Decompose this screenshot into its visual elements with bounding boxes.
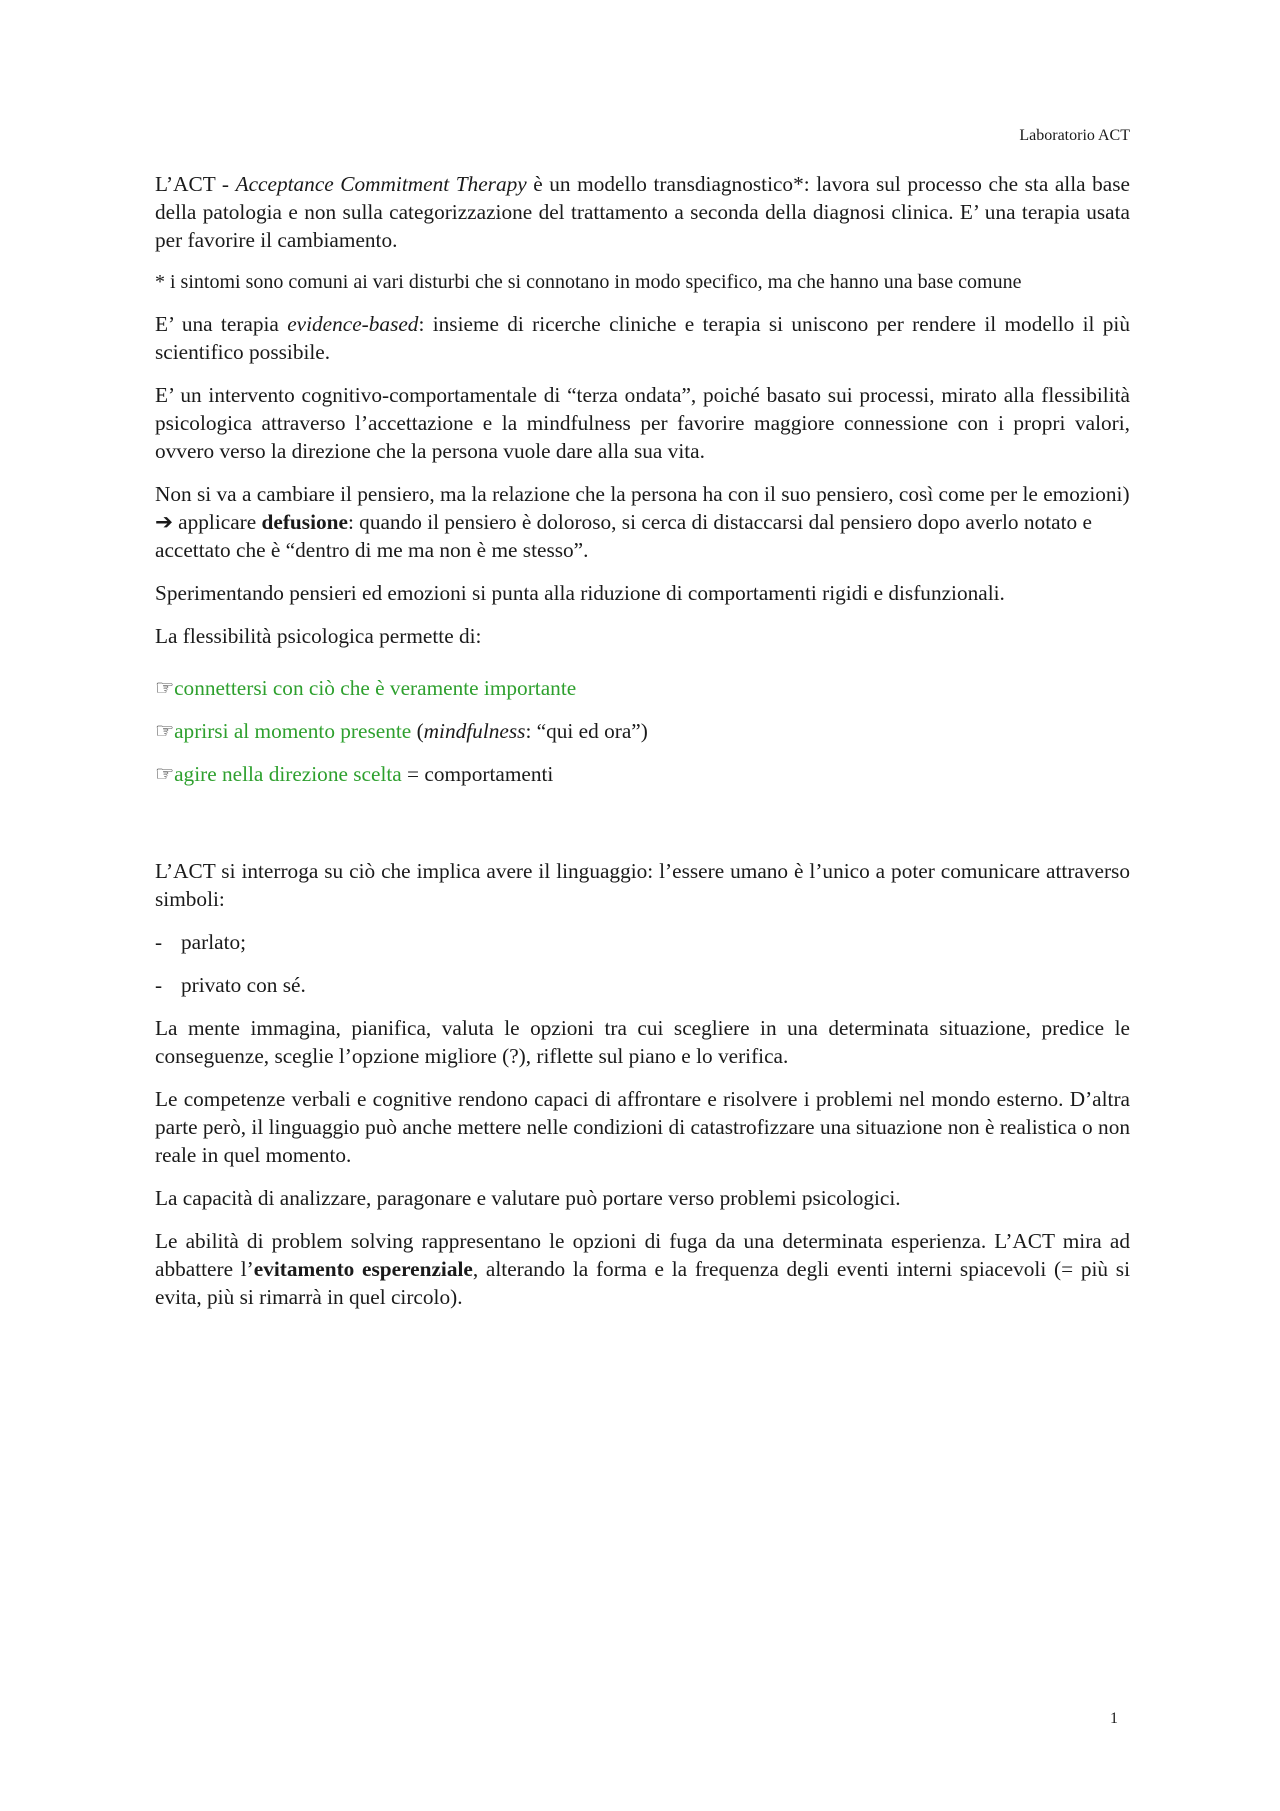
italic-term: evidence-based (287, 312, 419, 336)
paragraph-defusion (155, 480, 1130, 564)
page-header: Laboratorio ACT (1019, 127, 1130, 144)
paragraph-competences: Le competenze verbali e cognitive rendono capaci di affrontare e risolvere i problemi nel mondo esterno. D’altra parte però, il linguaggio può anche mettere nelle condizioni di catastrofizzare una situazione non è realistica o non reale in quel momento. (155, 1087, 1130, 1167)
list-item (155, 760, 1130, 788)
text-run: : “qui ed ora”) (525, 719, 648, 743)
dash-marker: - (155, 973, 163, 997)
spacer (155, 803, 1130, 857)
paragraph-experimenting: Sperimentando pensieri ed emozioni si punta alla riduzione di comportamenti rigidi e disfunzionali. (155, 581, 1005, 605)
pointing-hand-icon: ☞ (155, 676, 175, 700)
paragraph-flexibility: La flessibilità psicologica permette di: (155, 624, 482, 648)
text-run: Non si va a cambiare il pensiero, ma la relazione che la persona ha con il suo pensiero, così come per le emozioni) (155, 482, 1130, 506)
green-text: aprirsi al momento presente (174, 719, 412, 743)
text-run: Le abilità di problem solving rappresentano le opzioni di fuga da una determinata esperienza. L’ACT mira ad abbattere l’ (155, 1229, 1130, 1281)
text-run: applicare (172, 510, 262, 534)
bold-term: defusione (261, 510, 348, 534)
arrow-right-icon: ➔ (155, 510, 173, 534)
pointing-hand-icon: ☞ (155, 762, 175, 786)
italic-term: mindfulness (423, 719, 526, 743)
paragraph-mind: La mente immagina, pianifica, valuta le opzioni tra cui scegliere in una determinata situazione, predice le conseguenze, sceglie l’opzione migliore (?), riflette sul piano e lo verifica. (155, 1016, 1130, 1068)
list-item (155, 674, 1130, 702)
paragraph-problem-solving (155, 1227, 1130, 1311)
list-item-label: parlato; (181, 930, 247, 954)
text-run: è un modello transdiagnostico*: lavora sul processo che sta alla base della patologia e non sulla categorizzazione del trattamento a seconda della diagnosi clinica. E’ una terapia usata per favorire il cambiamento. (155, 172, 1130, 252)
document-body (155, 170, 1130, 1326)
pointing-hand-icon: ☞ (155, 719, 175, 743)
text-run: = comportamenti (401, 762, 554, 786)
green-text: agire nella direzione scelta (174, 762, 402, 786)
paragraph-intro (155, 170, 1130, 254)
text-run: L’ACT - (155, 172, 236, 196)
bold-term: evitamento esperenziale (253, 1257, 473, 1281)
paragraph-third-wave: E’ un intervento cognitivo-comportamentale di “terza ondata”, poiché basato sui processi, mirato alla flessibilità psicologica attraverso l’accettazione e la mindfulness per favorire maggiore connessione con i propri valori, ovvero verso la direzione che la persona vuole dare alla sua vita. (155, 383, 1130, 463)
italic-term: Acceptance Commitment Therapy (235, 172, 527, 196)
text-run: : quando il pensiero è doloroso, si cerca di distaccarsi dal pensiero dopo averlo notato e accettato che è “dentro di me ma non è me stesso”. (155, 510, 1092, 562)
green-text: connettersi con ciò che è veramente importante (174, 676, 577, 700)
list-item (155, 928, 1130, 956)
list-item (155, 971, 1130, 999)
paragraph-language: L’ACT si interroga su ciò che implica avere il linguaggio: l’essere umano è l’unico a poter comunicare attraverso simboli: (155, 859, 1130, 911)
text-run: : insieme di ricerche cliniche e terapia si uniscono per rendere il modello il più scientifico possibile. (155, 312, 1130, 364)
page-number: 1 (1110, 1710, 1118, 1727)
list-item (155, 717, 1130, 745)
text-run: ( (411, 719, 424, 743)
text-run: , alterando la forma e la frequenza degli eventi interni spiacevoli (= più si evita, più si rimarrà in quel circolo). (155, 1257, 1130, 1309)
dash-marker: - (155, 930, 163, 954)
paragraph-evidence (155, 310, 1130, 366)
paragraph-analysis: La capacità di analizzare, paragonare e valutare può portare verso problemi psicologici. (155, 1186, 901, 1210)
text-run: E’ una terapia (155, 312, 288, 336)
footnote: * i sintomi sono comuni ai vari disturbi che si connotano in modo specifico, ma che hanno una base comune (155, 271, 1022, 293)
list-item-label: privato con sé. (181, 973, 306, 997)
